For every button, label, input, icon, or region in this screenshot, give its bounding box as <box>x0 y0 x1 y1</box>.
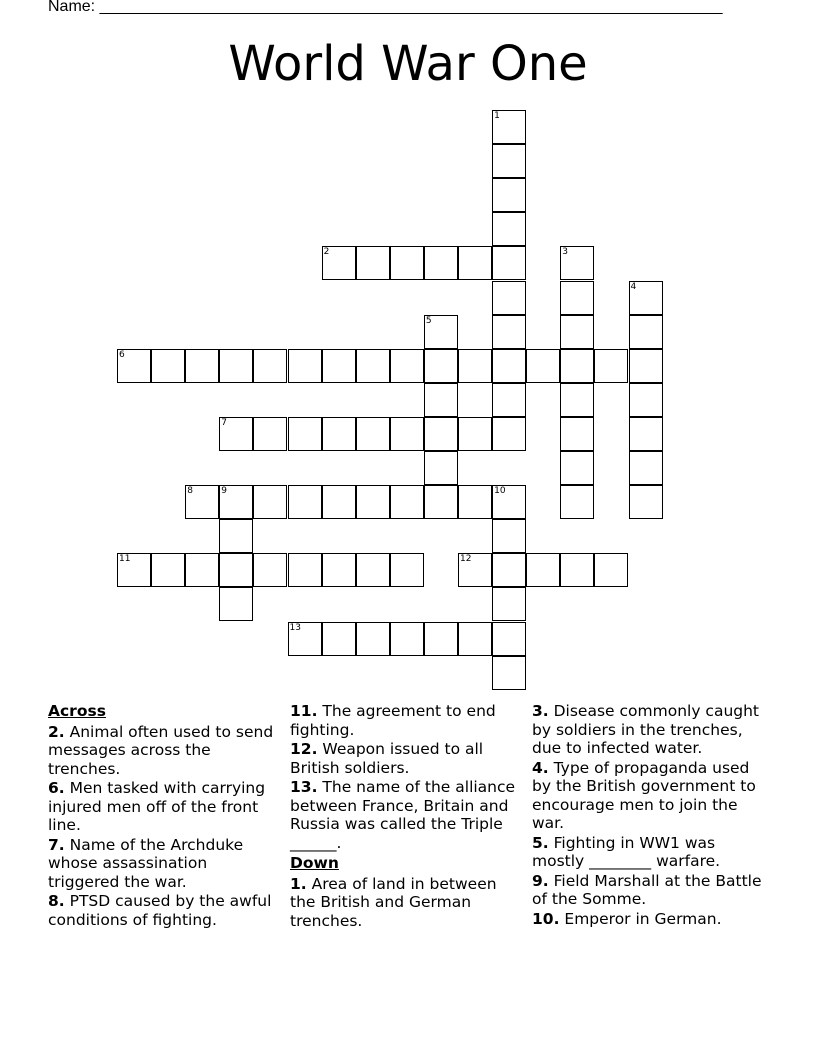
clue-item-text: Animal often used to send messages across the trenches. <box>48 722 274 778</box>
clue-item-text: The agreement to end fighting. <box>290 702 496 739</box>
clue-item <box>532 910 764 929</box>
grid-cell[interactable] <box>526 553 560 587</box>
clue-item-text: Name of the Archduke whose assassination triggered the war. <box>48 835 244 891</box>
grid-cell[interactable] <box>185 349 219 383</box>
grid-cell[interactable] <box>492 485 526 519</box>
grid-cell[interactable] <box>492 246 526 280</box>
grid-cell[interactable] <box>322 349 356 383</box>
grid-cell[interactable] <box>288 417 322 451</box>
clue-number: 11 <box>119 554 131 565</box>
grid-cell[interactable] <box>458 622 492 656</box>
clue-item-number: 6. <box>48 779 65 797</box>
clue-item-number: 9. <box>532 871 549 890</box>
grid-cell[interactable] <box>424 349 458 383</box>
clue-number: 3 <box>562 247 569 258</box>
clue-item <box>532 702 764 758</box>
clue-number: 4 <box>630 281 637 292</box>
grid-cell[interactable] <box>492 417 526 451</box>
grid-cell[interactable] <box>492 212 526 246</box>
clue-number: 8 <box>187 486 193 497</box>
clue-number: 13 <box>289 622 301 633</box>
grid-cell[interactable] <box>560 417 594 451</box>
grid-cell[interactable] <box>219 485 253 519</box>
grid-cell[interactable] <box>219 349 253 383</box>
puzzle-title: World War One <box>228 36 588 92</box>
grid-cell[interactable] <box>322 246 356 280</box>
clues-column-1 <box>48 702 280 930</box>
grid-cell[interactable] <box>492 349 526 383</box>
grid-cell[interactable] <box>356 349 390 383</box>
grid-cell[interactable] <box>390 246 424 280</box>
clue-number: 10 <box>494 486 506 497</box>
grid-cell[interactable] <box>117 553 151 587</box>
grid-cell[interactable] <box>424 246 458 280</box>
grid-cell[interactable] <box>560 281 594 315</box>
grid-cell[interactable] <box>492 553 526 587</box>
grid-cell[interactable] <box>390 417 424 451</box>
down-heading: Down <box>290 854 339 872</box>
grid-cell[interactable] <box>424 485 458 519</box>
grid-cell[interactable] <box>322 417 356 451</box>
clue-item-text: Men tasked with carrying injured men off of the front line. <box>48 779 266 834</box>
grid-cell[interactable] <box>288 553 322 587</box>
clue-number: 1 <box>494 111 500 121</box>
clues-column-2 <box>290 702 522 931</box>
grid-cell[interactable] <box>492 315 526 349</box>
grid-cell[interactable] <box>594 349 628 383</box>
clue-item-text: The name of the alliance between France, Britain and Russia was called the Triple ______. <box>290 778 516 852</box>
grid-cell[interactable] <box>492 622 526 656</box>
clue-item <box>48 892 280 929</box>
grid-cell[interactable] <box>629 349 663 383</box>
grid-cell[interactable] <box>390 485 424 519</box>
grid-cell[interactable] <box>151 349 185 383</box>
clue-item-number: 13. <box>290 778 318 796</box>
grid-cell[interactable] <box>356 417 390 451</box>
clue-item <box>290 778 522 852</box>
grid-cell[interactable] <box>424 417 458 451</box>
clue-item <box>532 872 764 909</box>
grid-cell[interactable] <box>629 281 663 315</box>
grid-cell[interactable] <box>492 110 526 144</box>
grid-cell[interactable] <box>492 519 526 553</box>
grid-cell[interactable] <box>151 553 185 587</box>
grid-cell[interactable] <box>253 485 287 519</box>
clue-item <box>48 836 280 892</box>
clue-item-text: Field Marshall at the Battle of the Somme. <box>532 871 762 908</box>
grid-cell[interactable] <box>288 622 322 656</box>
clue-item <box>290 740 522 777</box>
grid-cell[interactable] <box>219 553 253 587</box>
clue-item-number: 8. <box>48 892 65 910</box>
grid-cell[interactable] <box>322 553 356 587</box>
clue-item-number: 12. <box>290 740 318 758</box>
grid-cell[interactable] <box>322 622 356 656</box>
clue-number: 7 <box>221 417 228 428</box>
grid-cell[interactable] <box>458 485 492 519</box>
grid-cell[interactable] <box>560 451 594 485</box>
grid-cell[interactable] <box>390 553 424 587</box>
clue-item-text: Type of propaganda used by the British government to encourage men to join the war. <box>532 758 756 832</box>
clue-item-number: 3. <box>532 702 549 720</box>
clue-item-number: 4. <box>532 758 549 777</box>
grid-cell[interactable] <box>492 178 526 212</box>
grid-cell[interactable] <box>424 315 458 349</box>
clue-item-number: 5. <box>532 833 549 852</box>
grid-cell[interactable] <box>458 246 492 280</box>
clue-number: 6 <box>119 349 125 360</box>
name-field[interactable]: Name: ______________________________________________________________________ <box>48 0 723 15</box>
grid-cell[interactable] <box>560 383 594 417</box>
grid-cell[interactable] <box>185 485 219 519</box>
grid-cell[interactable] <box>424 451 458 485</box>
grid-cell[interactable] <box>288 349 322 383</box>
clue-item-number: 1. <box>290 874 307 893</box>
grid-cell[interactable] <box>117 349 151 383</box>
grid-cell[interactable] <box>629 315 663 349</box>
grid-cell[interactable] <box>492 144 526 178</box>
clue-item-number: 11. <box>290 702 318 720</box>
grid-cell[interactable] <box>356 553 390 587</box>
grid-cell[interactable] <box>492 587 526 621</box>
across-heading: Across <box>48 702 106 720</box>
grid-cell[interactable] <box>288 485 322 519</box>
grid-cell[interactable] <box>492 383 526 417</box>
grid-cell[interactable] <box>458 553 492 587</box>
grid-cell[interactable] <box>560 315 594 349</box>
grid-cell[interactable] <box>458 349 492 383</box>
clue-item <box>290 875 522 931</box>
grid-cell[interactable] <box>560 485 594 519</box>
clue-number: 12 <box>460 554 472 565</box>
clue-item-number: 2. <box>48 722 65 741</box>
clue-number: 2 <box>323 247 330 258</box>
clue-item <box>532 834 764 871</box>
grid-cell[interactable] <box>356 622 390 656</box>
clue-item-text: Area of land in between the British and German trenches. <box>290 874 497 930</box>
clue-item <box>532 759 764 833</box>
grid-cell[interactable] <box>560 349 594 383</box>
clue-number: 5 <box>425 315 432 326</box>
clue-item-text: Fighting in WW1 was mostly ________ warfare. <box>532 833 721 870</box>
grid-cell[interactable] <box>253 349 287 383</box>
grid-cell[interactable] <box>526 349 560 383</box>
grid-cell[interactable] <box>253 417 287 451</box>
clue-item-text: Emperor in German. <box>559 909 722 928</box>
grid-cell[interactable] <box>560 246 594 280</box>
clue-item <box>290 702 522 739</box>
grid-cell[interactable] <box>219 417 253 451</box>
grid-cell[interactable] <box>356 246 390 280</box>
clue-number: 9 <box>221 486 228 497</box>
grid-cell[interactable] <box>424 383 458 417</box>
grid-cell[interactable] <box>629 417 663 451</box>
clue-item-text: PTSD caused by the awful conditions of fighting. <box>48 892 272 929</box>
grid-cell[interactable] <box>219 587 253 621</box>
grid-cell[interactable] <box>458 417 492 451</box>
grid-cell[interactable] <box>390 622 424 656</box>
clue-item-text: Weapon issued to all British soldiers. <box>290 740 484 777</box>
grid-cell[interactable] <box>594 553 628 587</box>
clue-item-text: Disease commonly caught by soldiers in the trenches, due to infected water. <box>532 702 760 757</box>
grid-cell[interactable] <box>424 622 458 656</box>
grid-cell[interactable] <box>629 485 663 519</box>
grid-cell[interactable] <box>492 281 526 315</box>
grid-cell[interactable] <box>492 656 526 690</box>
grid-cell[interactable] <box>629 383 663 417</box>
grid-cell[interactable] <box>356 485 390 519</box>
grid-cell[interactable] <box>629 451 663 485</box>
grid-cell[interactable] <box>560 553 594 587</box>
clue-item-number: 10. <box>532 909 560 928</box>
grid-cell[interactable] <box>185 553 219 587</box>
clue-item <box>48 723 280 779</box>
grid-cell[interactable] <box>322 485 356 519</box>
clues-column-3 <box>532 702 764 929</box>
grid-cell[interactable] <box>253 553 287 587</box>
clue-item <box>48 779 280 835</box>
grid-cell[interactable] <box>219 519 253 553</box>
grid-cell[interactable] <box>390 349 424 383</box>
clue-item-number: 7. <box>48 835 65 854</box>
